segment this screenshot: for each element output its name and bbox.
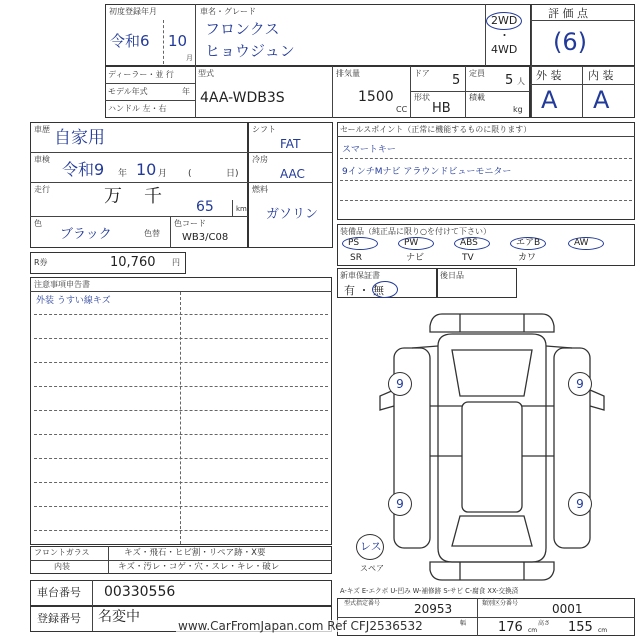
inspection-year-unit: 年 [118,169,128,179]
fuel-value: ガソリン [266,207,319,222]
interior-value: キズ・汚レ・コゲ・穴・スレ・キレ・破レ [118,562,280,572]
equipment-top-item: PW [404,238,419,248]
displacement-value: 1500 [358,89,394,105]
name-label: 車名・グレード [200,7,256,16]
color-value: ブラック [60,227,112,242]
inspection-paren: ( [188,169,192,179]
drive-2wd: 2WD [491,14,518,27]
spare-value: レス [360,540,382,553]
warranty-value: 有 ・ 無 [344,284,384,297]
int-label: 内 装 [588,69,614,82]
score-label: 評 価 点 [548,7,588,20]
model-code-label: 型式指定番号 [344,600,381,607]
ac-label: 冷房 [252,155,268,164]
tyre-rear-left: 9 [388,492,412,516]
car-name: フロンクス [205,20,280,38]
ext-label: 外 装 [536,69,562,82]
month-unit: 月 [186,54,193,62]
class-code-value: 0001 [552,602,583,616]
year-unit: 年 [182,87,190,96]
drive-sep: ・ [499,29,510,42]
mileage-man: 万 [104,186,122,207]
mileage-sen: 千 [144,186,162,207]
inspection-day-unit: 日) [226,169,239,179]
tyre-rear-right: 9 [568,492,592,516]
sales-label: セールスポイント（正常に機能するものに限ります） [340,125,532,134]
fuel-label: 燃料 [252,185,268,194]
front-glass-label: フロントガラス [34,548,90,557]
type-value: 4AA-WDB3S [200,90,285,106]
car-diagram [372,306,612,582]
regnum-value: 名変中 [98,609,140,625]
equipment-bottom-item: TV [462,253,474,263]
ac-value: AAC [280,167,305,181]
width-unit: cm [528,627,538,634]
drive-4wd: 4WD [491,43,518,56]
interior-label: 内装 [54,562,70,571]
model-year-label: モデル年式 [108,87,148,96]
capacity-value: 5 [505,73,514,88]
doors-value: 5 [452,73,461,88]
inspection-month: 10 [136,160,157,179]
tyre-front-right: 9 [568,372,592,396]
front-glass-value: キズ・飛石・ヒビ割・リペア跡・X要 [124,548,266,558]
width-value: 176 [498,620,523,635]
shape-label: 形状 [414,93,430,102]
cc-unit: CC [396,105,408,114]
grade: ヒョウジュン [205,42,295,60]
equipment-top-item: ABS [460,238,478,248]
usage-value: 自家用 [54,128,105,148]
height-value: 155 [568,620,593,635]
displacement-label: 排気量 [336,69,360,78]
tyre-front-left: 9 [388,372,412,396]
capacity-label: 定員 [469,69,485,78]
equipment-top-item: AW [574,238,589,248]
inspection-era: 令和9 [62,160,105,179]
chassis-label: 車台番号 [37,586,81,599]
load-label: 積載 [469,93,485,102]
watermark: www.CarFromJapan.com Ref CFJ2536532 [178,619,423,633]
warranty-circle [372,281,398,298]
handle-label: ハンドル 左・右 [108,104,167,113]
mileage-label: 走行 [34,185,50,194]
person-unit: 人 [517,77,525,86]
type-label: 型式 [198,69,214,78]
equipment-bottom-item: SR [350,253,362,263]
after-label: 後日品 [440,271,464,280]
recycle-label: R券 [34,258,48,267]
color-code: WB3/C08 [182,232,229,243]
shift-label: シフト [252,125,276,134]
sales-line2: 9インチMナビ アラウンドビューモニター [342,167,512,177]
color-code-label: 色コード [174,219,206,228]
reg-label: 初度登録年月 [109,7,157,16]
ext-grade: A [541,86,558,114]
equipment-bottom-item: カワ [518,253,537,263]
score-value: (6) [553,28,587,56]
reg-era: 令和6 [110,32,150,50]
regnum-label: 登録番号 [37,612,81,625]
door-label: ドア [414,69,430,78]
warranty-label: 新車保証書 [340,271,380,280]
sales-line1: スマートキー [342,145,396,155]
width-label: 幅 [460,620,467,627]
recycle-value: 10,760 [110,255,156,270]
shift-value: FAT [280,137,301,151]
equipment-label: 装備品（純正品に限り○を付けて下さい） [340,227,491,236]
reg-month: 10 [168,32,188,50]
inspection-label: 車検 [34,155,50,164]
equipment-bottom-item: ナビ [406,253,425,263]
mileage-unit: km [236,205,247,213]
color-label: 色 [34,219,42,228]
notes-label: 注意事項申告書 [34,280,90,289]
shape-value: HB [432,101,451,116]
notes-box [30,277,332,545]
equipment-top-item: PS [348,238,360,248]
model-code-value: 20953 [414,602,453,616]
height-label: 高さ [538,620,551,627]
mileage-value: 65 [196,199,214,215]
chassis-value: 00330556 [104,584,176,600]
damage-codes: A-キズ E-エクボ U-凹み W-補修跡 S-サビ C-腐食 XX-交換済 [340,587,519,595]
spare-label: スペア [360,564,384,573]
kg-unit: kg [513,105,523,114]
notes-text: 外装 うすい線キズ [36,296,111,306]
class-code-label: 類別区分番号 [482,600,519,607]
dealer-label: ディーラー・並 行 [108,70,174,79]
int-grade: A [593,86,610,114]
recycle-unit: 円 [172,258,180,267]
height-unit: cm [598,627,608,634]
color-change-label: 色替 [144,229,160,238]
inspection-month-unit: 月 [158,169,168,179]
equipment-top-item: エアB [516,238,541,248]
usage-label: 車歴 [34,125,50,134]
recycle-box [30,252,186,274]
